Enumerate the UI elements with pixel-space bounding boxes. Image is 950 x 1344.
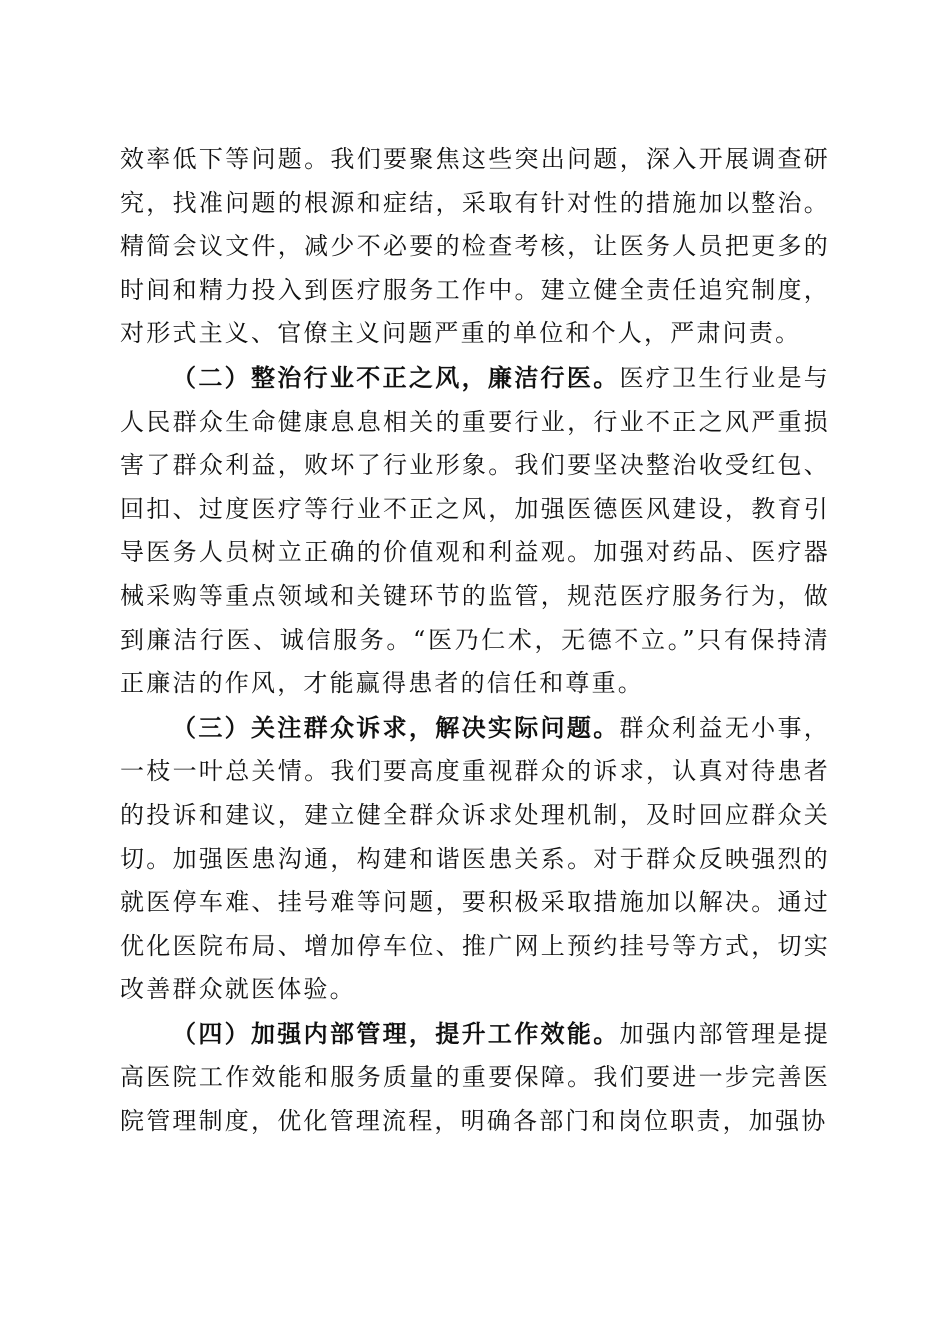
paragraph-text: 医疗卫生行业是与人民群众生命健康息息相关的重要行业，行业不正之风严重损害了群众利益，败坏了行业形象。我们要坚决整治收受红包、回扣、过度医疗等行业不正之风，加强医德医风建设，教育引导医务人员树立正确的价值观和利益观。加强对药品、医疗器械采购等重点领域和关键环节的监管，规范医疗服务行为，做到廉洁行医、诚信服务。“医乃仁术，无德不立。”只有保持清正廉洁的作风，才能赢得患者的信任和尊重。 [120, 363, 830, 698]
paragraph-continuation [120, 138, 830, 356]
document-body [120, 138, 830, 1144]
section-heading: （三）关注群众诉求，解决实际问题。 [172, 712, 620, 742]
paragraph-section-2 [120, 356, 830, 706]
paragraph-section-3 [120, 706, 830, 1012]
section-heading: （二）整治行业不正之风，廉洁行医。 [172, 362, 620, 392]
paragraph-text: 群众利益无小事，一枝一叶总关情。我们要高度重视群众的诉求，认真对待患者的投诉和建议，建立健全群众诉求处理机制，及时回应群众关切。加强医患沟通，构建和谐医患关系。对于群众反映强烈的就医停车难、挂号难等问题，要积极采取措施加以解决。通过优化医院布局、增加停车位、推广网上预约挂号等方式，切实改善群众就医体验。 [120, 713, 830, 1004]
paragraph-section-4 [120, 1012, 830, 1144]
section-heading: （四）加强内部管理，提升工作效能。 [172, 1018, 620, 1048]
paragraph-text: 加强内部管理是提高医院工作效能和服务质量的重要保障。我们要进一步完善医院管理制度，优化管理流程，明确各部门和岗位职责，加强协 [120, 1019, 830, 1136]
paragraph-text: 效率低下等问题。我们要聚焦这些突出问题，深入开展调查研究，找准问题的根源和症结，采取有针对性的措施加以整治。精简会议文件，减少不必要的检查考核，让医务人员把更多的时间和精力投入到医疗服务工作中。建立健全责任追究制度，对形式主义、官僚主义问题严重的单位和个人，严肃问责。 [120, 145, 830, 348]
